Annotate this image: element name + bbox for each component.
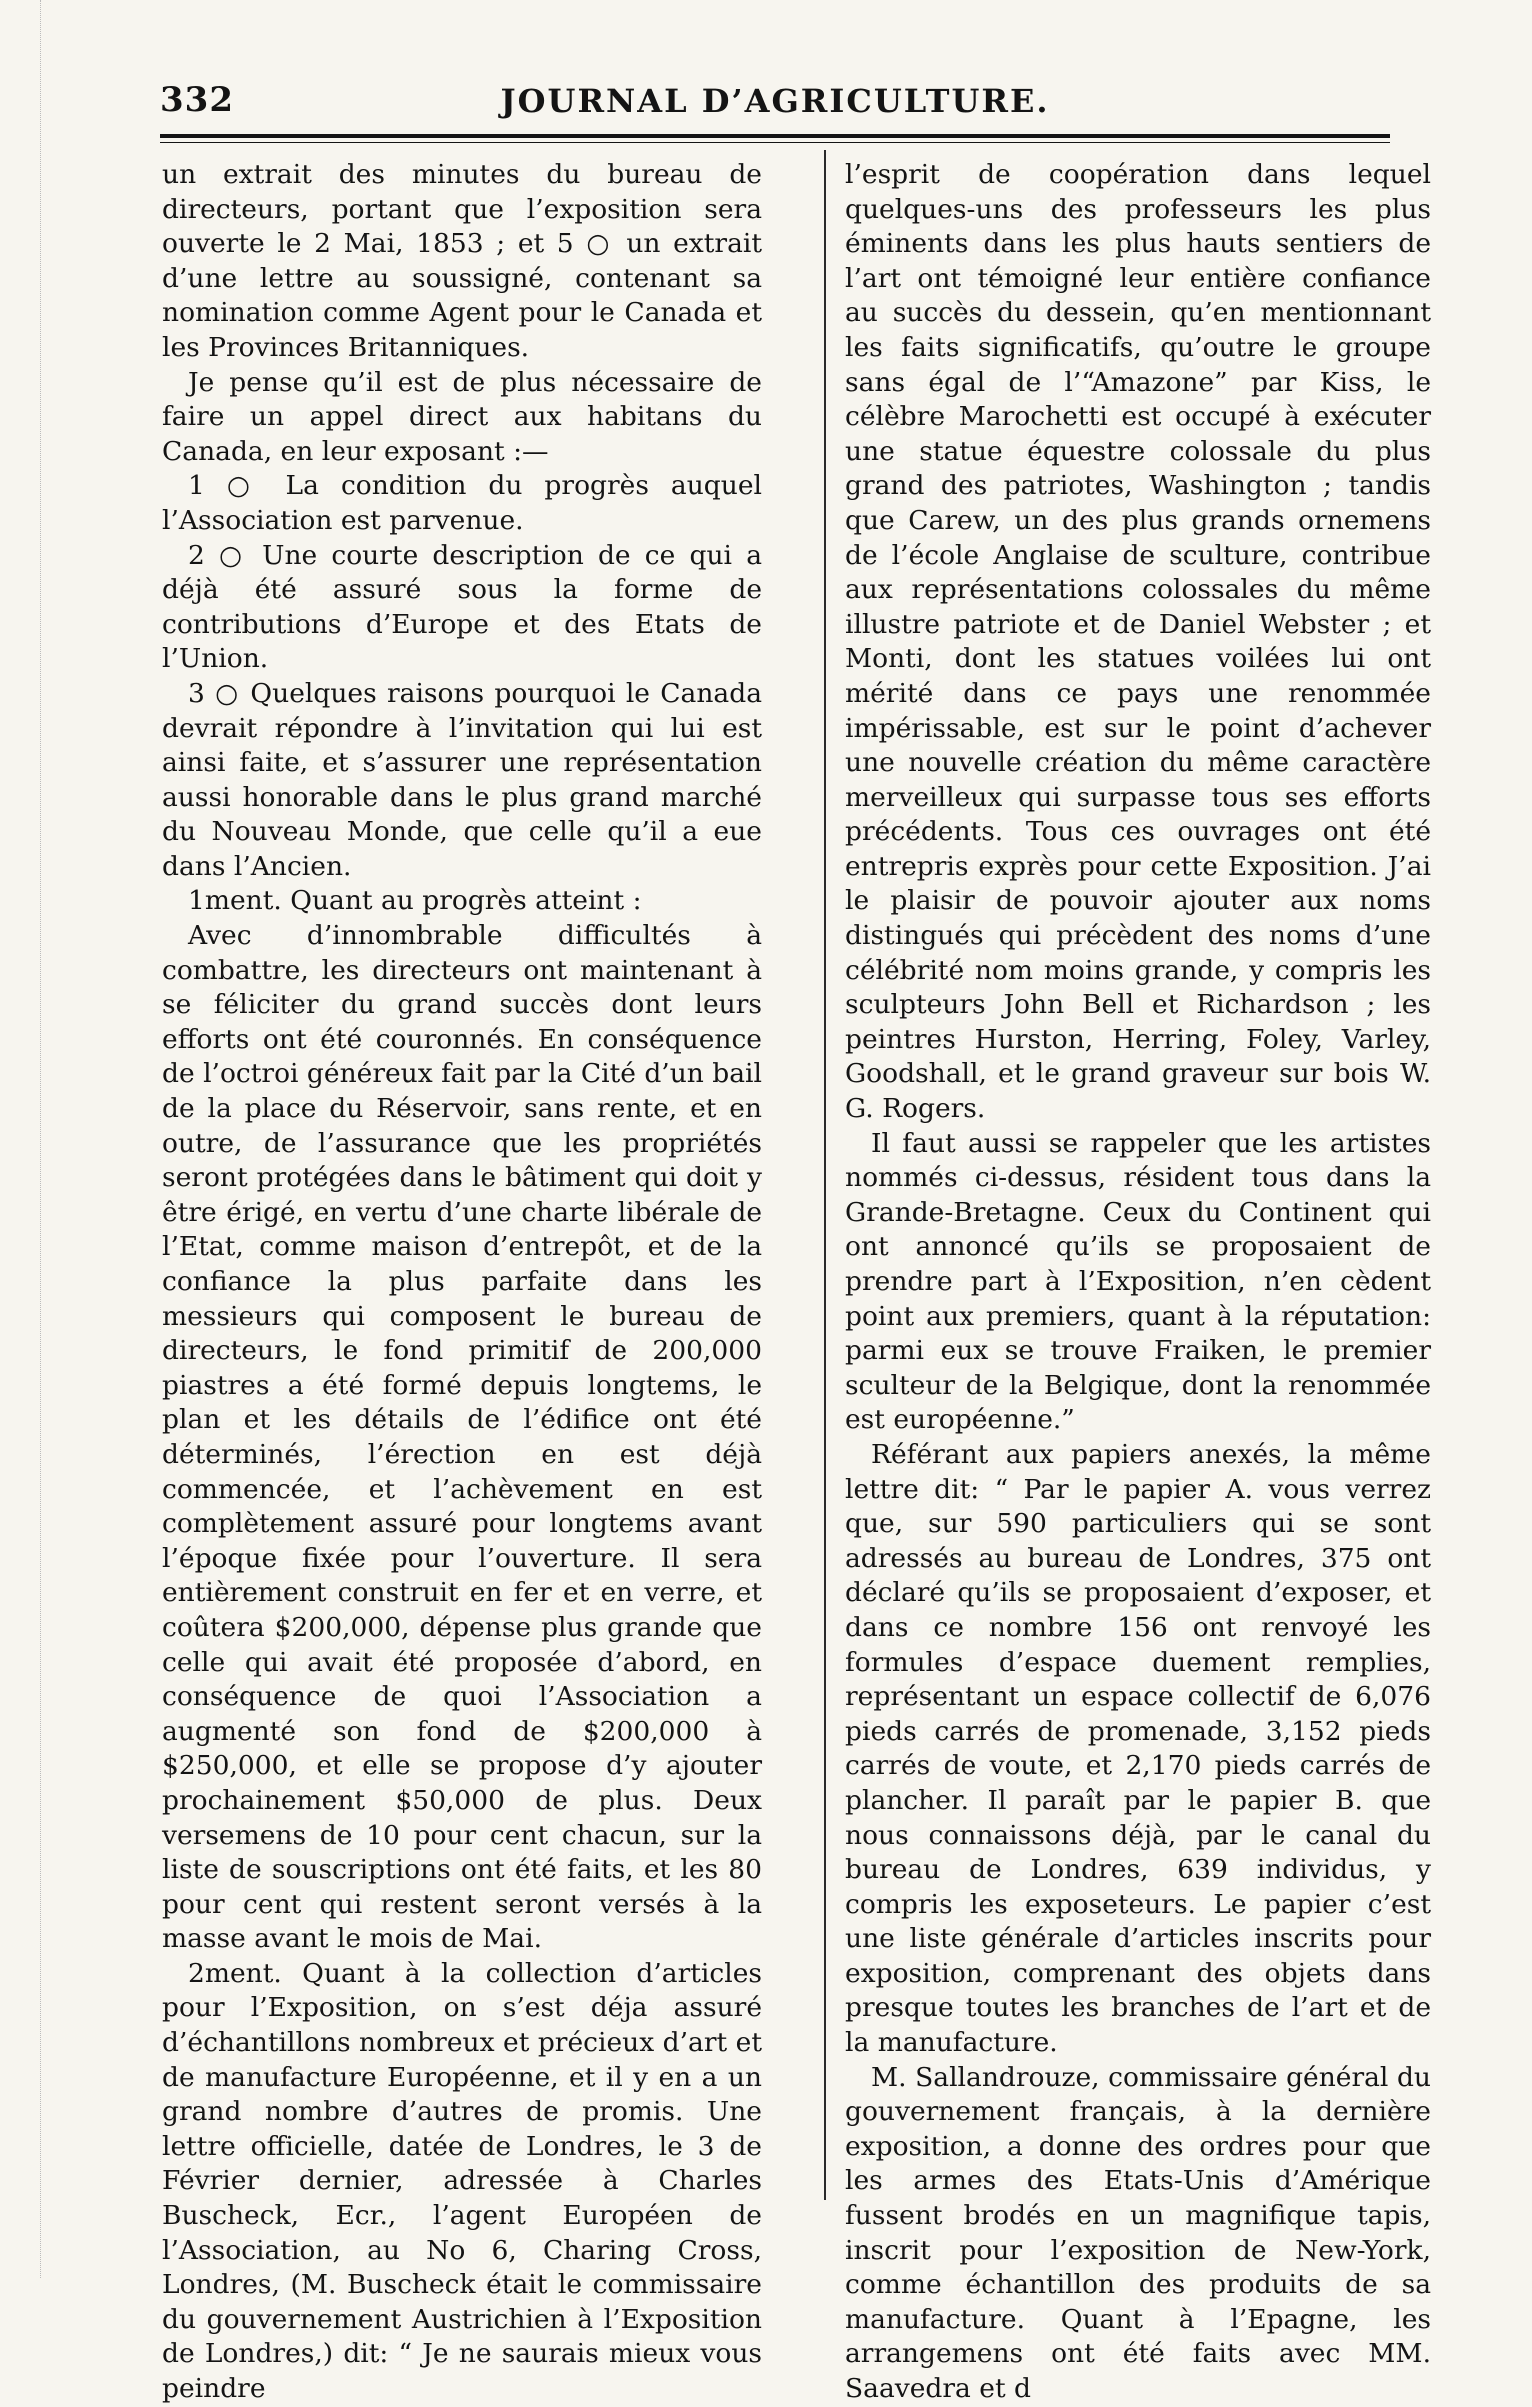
page-edge <box>0 0 41 2278</box>
right-column <box>845 158 1431 2404</box>
left-column <box>162 158 762 2404</box>
header-rule-thick <box>160 134 1390 138</box>
paragraph: 2 ○ Une courte description de ce qui a déjà été assuré sous la forme de contributions d’Europe et des Etats de l’Union. <box>162 539 762 675</box>
paragraph: 2ment. Quant à la collection d’articles pour l’Exposition, on s’est déja assuré d’échantillons nombreux et précieux d’art et de manufacture Européenne, et il y en a un grand nombre d’autres de promis. Une lettre officielle, datée de Londres, le 3 de Février dernier, adressée à Charles Buscheck, Ecr., l’agent Européen de l’Association, au No 6, Charing Cross, Londres, (M. Buscheck était le commissaire du gouvernement Austrichien à l’Exposition de Londres,) dit: “ Je ne saurais mieux vous peindre <box>162 1957 762 2404</box>
paragraph: un extrait des minutes du bureau de directeurs, portant que l’exposition sera ouverte le 2 Mai, 1853 ; et 5 ○ un extrait d’une lettre au soussigné, contenant sa nomination comme Agent pour le Canada et les Provinces Britanniques. <box>162 159 762 363</box>
page-header <box>160 80 1390 130</box>
paragraph: 1 ○ La condition du progrès auquel l’Association est parvenue. <box>162 470 762 536</box>
paragraph: Je pense qu’il est de plus nécessaire de faire un appel direct aux habitans du Canada, en leur exposant :— <box>162 366 762 467</box>
running-title: JOURNAL D’AGRICULTURE. <box>500 82 1050 120</box>
paragraph: Il faut aussi se rappeler que les artistes nommés ci-dessus, résident tous dans la Grande-Bretagne. Ceux du Continent qui ont annoncé qu’ils se proposaient de prendre part à l’Exposition, n’en cèdent point aux premiers, quant à la réputation: parmi eux se trouve Fraiken, le premier sculteur de la Belgique, dont la renommée est européenne.” <box>845 1127 1431 1436</box>
paragraph: 3 ○ Quelques raisons pourquoi le Canada devrait répondre à l’invitation qui lui est ainsi faite, et s’assurer une représentation aussi honorable dans le plus grand marché du Nouveau Monde, que celle qu’il a eue dans l’Ancien. <box>162 677 762 882</box>
header-rule-thin <box>160 142 1390 143</box>
paragraph: M. Sallandrouze, commissaire général du gouvernement français, à la dernière exposition, a donne des ordres pour que les armes des Etats-Unis d’Amérique fussent brodés en un magnifique tapis, inscrit pour l’exposition de New-York, comme échantillon des produits de sa manufacture. Quant à l’Epagne, les arrangemens ont été faits avec MM. Saavedra et d <box>845 2061 1431 2404</box>
paragraph: 1ment. Quant au progrès atteint : <box>188 885 642 917</box>
column-divider <box>824 150 826 2200</box>
page-number: 332 <box>160 80 234 120</box>
paragraph: l’esprit de coopération dans lequel quelques-uns des professeurs les plus éminents dans les plus hauts sentiers de l’art ont témoigné leur entière confiance au succès du dessein, qu’en mentionnant les faits significatifs, qu’outre le groupe sans égal de l’“Amazone” par Kiss, le célèbre Marochetti est occupé à exécuter une statue équestre colossale du plus grand des patriotes, Washington ; tandis que Carew, un des plus grands ornemens de l’école Anglaise de sculture, contribue aux représentations colossales du même illustre patriote et de Daniel Webster ; et Monti, dont les statues voilées lui ont mérité dans ce pays une renommée impérissable, est sur le point d’achever une nouvelle création du même caractère merveilleux qui surpasse tous ses efforts précédents. Tous ces ouvrages ont été entrepris exprès pour cette Exposition. J’ai le plaisir de pouvoir ajouter aux noms distingués qui précèdent des noms d’une célébrité nom moins grande, y compris les sculpteurs John Bell et Richardson ; les peintres Hurston, Herring, Foley, Varley, Goodshall, et le grand graveur sur bois W. G. Rogers. <box>845 159 1431 1125</box>
paragraph: Référant aux papiers anexés, la même lettre dit: “ Par le papier A. vous verrez que, sur 590 particuliers qui se sont adressés au bureau de Londres, 375 ont déclaré qu’ils se proposaient d’exposer, et dans ce nombre 156 ont renvoyé les formules d’espace duement remplies, représentant un espace collectif de 6,076 pieds carrés de promenade, 3,152 pieds carrés de voute, et 2,170 pieds carrés de plancher. Il paraît par le papier B. que nous connaissons déjà, par le canal du bureau de Londres, 639 individus, y compris les exposeteurs. Le papier c’est une liste générale d’articles inscrits pour exposition, comprenant des objets dans presque toutes les branches de l’art et de la manufacture. <box>845 1438 1431 2059</box>
paragraph: Avec d’innombrable difficultés à combattre, les directeurs ont maintenant à se féliciter du grand succès dont leurs efforts ont été couronnés. En conséquence de l’octroi généreux fait par la Cité d’un bail de la place du Réservoir, sans rente, et en outre, de l’assurance que les propriétés seront protégées dans le bâtiment qui doit y être érigé, en vertu d’une charte libérale de l’Etat, comme maison d’entrepôt, et de la confiance la plus parfaite dans les messieurs qui composent le bureau de directeurs, le fond primitif de 200,000 piastres a été formé depuis longtems, le plan et les détails de l’édifice ont été déterminés, l’érection en est déjà commencée, et l’achèvement en est complètement assuré pour longtems avant l’époque fixée pour l’ouverture. Il sera entièrement construit en fer et en verre, et coûtera $200,000, dépense plus grande que celle qui avait été proposée d’abord, en conséquence de quoi l’Association a augmenté son fond de $200,000 à $250,000, et elle se propose d’y ajouter prochainement $50,000 de plus. Deux versemens de 10 pour cent chacun, sur la liste de souscriptions ont été faits, et les 80 pour cent qui restent seront versés à la masse avant le mois de Mai. <box>162 920 762 1955</box>
